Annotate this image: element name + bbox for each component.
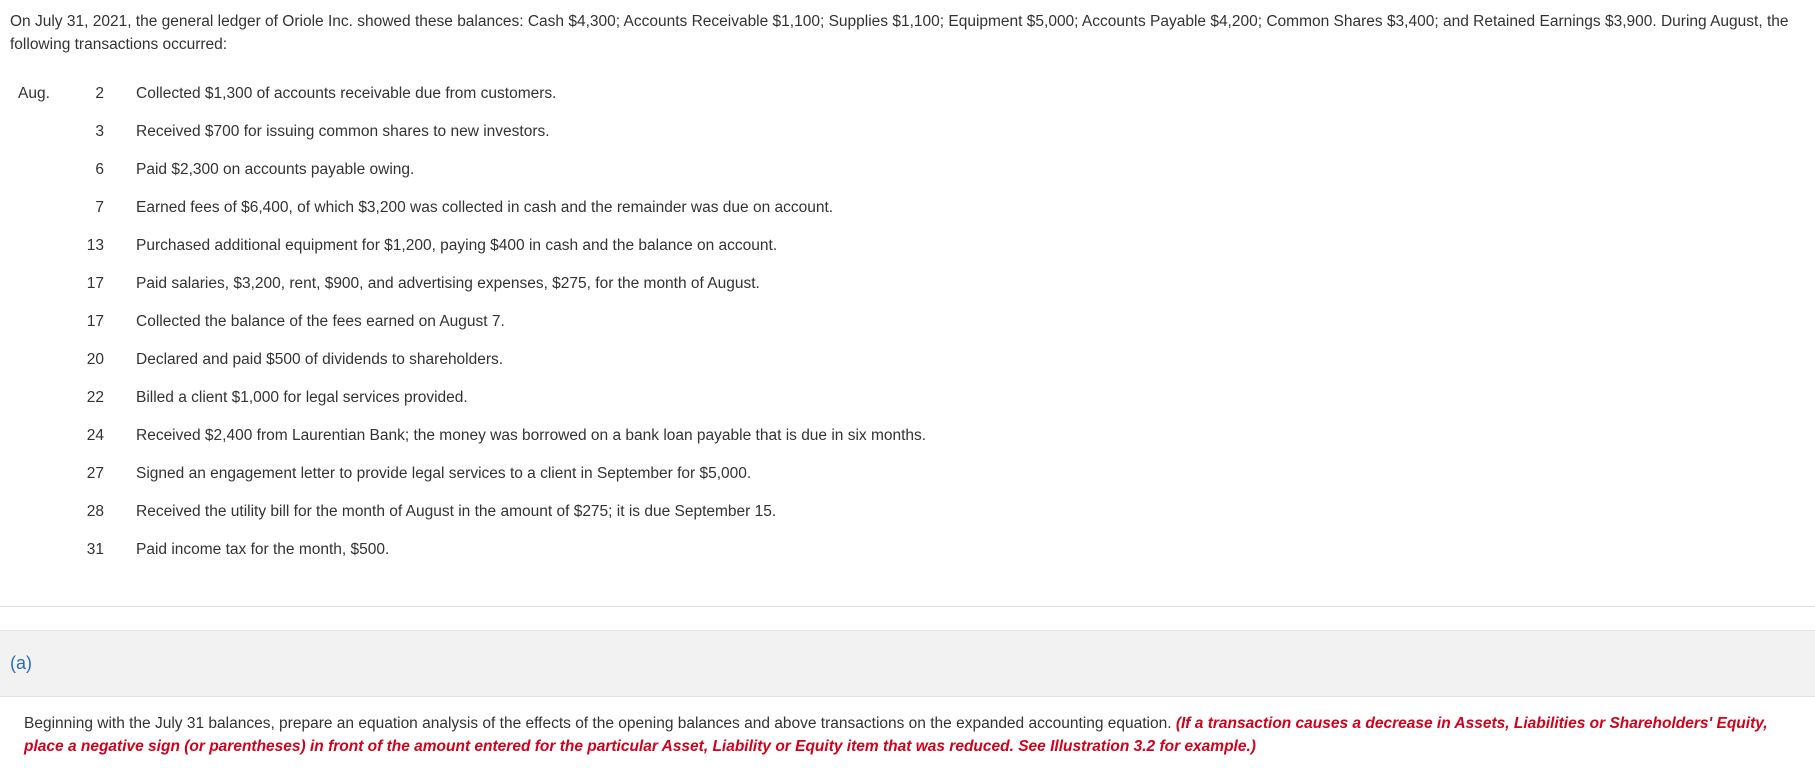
transaction-row xyxy=(18,120,926,158)
transaction-month xyxy=(18,538,56,576)
transaction-day: 24 xyxy=(86,427,104,444)
transaction-description: Received $700 for issuing common shares to new investors. xyxy=(136,123,550,140)
transaction-month xyxy=(18,500,56,538)
transaction-row xyxy=(18,386,926,424)
transaction-day: 31 xyxy=(86,541,104,558)
transaction-month xyxy=(18,120,56,158)
transaction-row xyxy=(18,272,926,310)
transaction-month xyxy=(18,386,56,424)
part-label: (a) xyxy=(10,653,32,673)
transaction-row xyxy=(18,82,926,120)
transaction-month: Aug. xyxy=(18,85,50,102)
transaction-description: Collected the balance of the fees earned on August 7. xyxy=(136,313,505,330)
transaction-row xyxy=(18,310,926,348)
transaction-description: Paid income tax for the month, $500. xyxy=(136,541,390,558)
transaction-row xyxy=(18,348,926,386)
transaction-month xyxy=(18,424,56,462)
transaction-month xyxy=(18,310,56,348)
transaction-description: Signed an engagement letter to provide legal services to a client in September for $5,000. xyxy=(136,465,752,482)
transaction-month xyxy=(18,348,56,386)
transaction-month xyxy=(18,462,56,500)
transactions-table xyxy=(18,82,926,576)
transaction-month xyxy=(18,158,56,196)
transaction-row xyxy=(18,196,926,234)
transaction-row xyxy=(18,462,926,500)
transaction-description: Purchased additional equipment for $1,200, paying $400 in cash and the balance on account. xyxy=(136,237,778,254)
transaction-description: Received the utility bill for the month of August in the amount of $275; it is due September 15. xyxy=(136,503,777,520)
transaction-description: Received $2,400 from Laurentian Bank; the money was borrowed on a bank loan payable that is due in six months. xyxy=(136,427,927,444)
transaction-row xyxy=(18,158,926,196)
instruction-text: Beginning with the July 31 balances, prepare an equation analysis of the effects of the opening balances and above transactions on the expanded accounting equation. xyxy=(24,715,1176,732)
part-instruction xyxy=(24,712,1804,758)
transaction-description: Collected $1,300 of accounts receivable due from customers. xyxy=(136,85,557,102)
transaction-row xyxy=(18,234,926,272)
instruction-note: (If a transaction causes a decrease in Assets, Liabilities or Shareholders' Equity, place a negative sign (or parentheses) in front of the amount entered for the particular Asset, Liability or Equity item that was reduced. See Illustration 3.2 for example.) xyxy=(24,715,1768,755)
problem-intro: On July 31, 2021, the general ledger of Oriole Inc. showed these balances: Cash $4,300; Accounts Receivable $1,100; Supplies $1,100; Equipment $5,000; Accounts Payable $4,200; Common Shares $3,400; and Retained Earnings $3,900. During August, the following transactions occurred: xyxy=(10,13,1789,53)
transaction-day: 27 xyxy=(86,465,104,482)
transaction-day: 2 xyxy=(95,85,104,102)
transaction-day: 13 xyxy=(86,237,104,254)
transaction-row xyxy=(18,538,926,576)
transaction-day: 17 xyxy=(86,313,104,330)
transaction-day: 6 xyxy=(95,161,104,178)
transaction-description: Declared and paid $500 of dividends to shareholders. xyxy=(136,351,504,368)
transaction-day: 20 xyxy=(86,351,104,368)
transaction-day: 28 xyxy=(86,503,104,520)
transaction-day: 17 xyxy=(86,275,104,292)
transaction-description: Billed a client $1,000 for legal services provided. xyxy=(136,389,468,406)
transaction-description: Earned fees of $6,400, of which $3,200 was collected in cash and the remainder was due on account. xyxy=(136,199,834,216)
transaction-month xyxy=(18,272,56,310)
transaction-row xyxy=(18,424,926,462)
part-header xyxy=(0,630,1815,697)
transaction-month xyxy=(18,234,56,272)
transaction-description: Paid salaries, $3,200, rent, $900, and advertising expenses, $275, for the month of August. xyxy=(136,275,760,292)
transaction-month xyxy=(18,196,56,234)
transaction-day: 22 xyxy=(86,389,104,406)
section-divider xyxy=(0,606,1815,607)
transaction-day: 3 xyxy=(95,123,104,140)
transaction-day: 7 xyxy=(95,199,104,216)
transaction-description: Paid $2,300 on accounts payable owing. xyxy=(136,161,415,178)
transactions-list xyxy=(18,82,926,576)
transaction-row xyxy=(18,500,926,538)
